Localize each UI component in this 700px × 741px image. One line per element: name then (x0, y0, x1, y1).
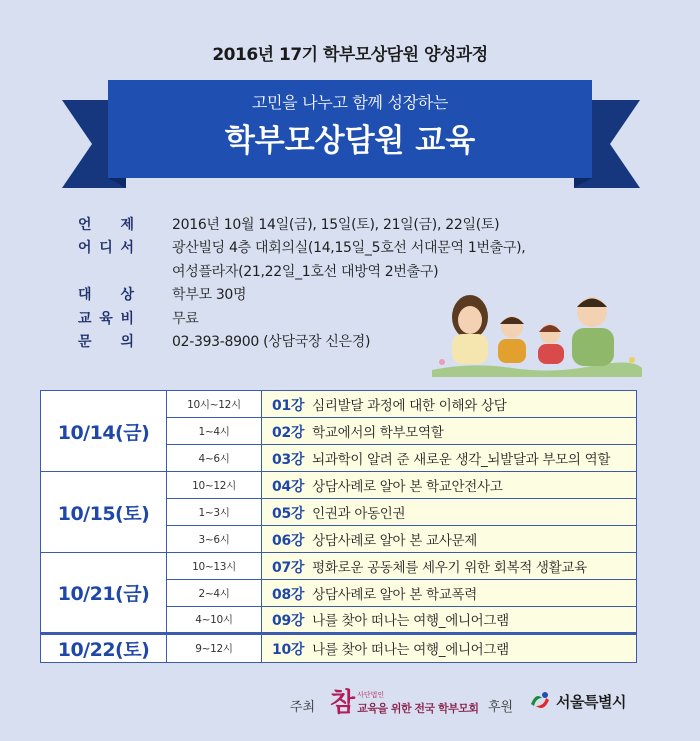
lecture-topic: 학교에서의 학부모역할 (312, 424, 444, 441)
session-topic-cell (262, 499, 637, 526)
lecture-topic: 나를 찾아 떠나는 여행_에니어그램 (312, 613, 509, 629)
lecture-topic: 상담사례로 알아 본 학교안전사고 (312, 478, 503, 495)
info-value: 무료 (172, 310, 199, 327)
sponsor-name: 서울특별시 (556, 692, 626, 711)
info-label-char: 육 (99, 310, 113, 327)
lecture-topic: 심리발달 과정에 대한 이해와 상담 (312, 397, 507, 414)
session-time: 4~6시 (167, 445, 262, 472)
info-row (78, 259, 525, 283)
info-label-char: 어 (78, 240, 92, 257)
session-topic-cell (262, 526, 637, 553)
session-time: 4~10시 (167, 607, 262, 634)
session-time: 10~12시 (167, 472, 262, 499)
schedule-row (41, 391, 637, 418)
lecture-topic: 평화로운 공동체를 세우기 위한 회복적 생활교육 (312, 559, 587, 576)
lecture-number: 03강 (272, 451, 305, 468)
schedule-date: 10/15(토) (41, 472, 167, 553)
schedule-row (41, 634, 637, 663)
schedule-date: 10/14(금) (41, 391, 167, 472)
host-name: 교육을 위한 전국 학부모회 (357, 702, 479, 715)
session-time: 10~13시 (167, 553, 262, 580)
session-time: 1~4시 (167, 418, 262, 445)
info-value: 여성플라자(21,22일_1호선 대방역 2번출구) (172, 263, 439, 280)
info-label (78, 308, 172, 328)
info-row (78, 236, 525, 260)
ribbon-subtitle: 고민을 나누고 함께 성장하는 (251, 93, 449, 112)
lecture-topic: 인권과 아동인권 (312, 505, 406, 522)
schedule-row (41, 472, 637, 499)
lecture-number: 08강 (272, 586, 305, 603)
info-label-char: 제 (120, 216, 134, 233)
info-label (78, 214, 172, 234)
info-value: 02-393-8900 (상담국장 신은경) (172, 334, 371, 351)
session-topic-cell (262, 418, 637, 445)
lecture-number: 09강 (272, 613, 305, 629)
info-value: 2016년 10월 14일(금), 15일(토), 21일(금), 22일(토) (172, 216, 500, 233)
session-topic-cell (262, 580, 637, 607)
session-topic-cell (262, 391, 637, 418)
info-label (78, 331, 172, 351)
lecture-topic: 상담사례로 알아 본 학교폭력 (312, 586, 477, 603)
top-title: 2016년 17기 학부모상담원 양성과정 (212, 45, 488, 65)
session-time: 9~12시 (167, 634, 262, 663)
info-label-char: 디 (99, 240, 113, 257)
session-time: 10시~12시 (167, 391, 262, 418)
info-label-char: 상 (120, 287, 134, 304)
host-label: 주최 (290, 700, 316, 715)
info-value: 학부모 30명 (172, 287, 247, 304)
lecture-topic: 상담사례로 알아 본 교사문제 (312, 532, 477, 549)
schedule-date: 10/21(금) (41, 553, 167, 634)
host-logo-mark: 참 (330, 688, 356, 718)
session-time: 3~6시 (167, 526, 262, 553)
ribbon-title: 학부모상담원 교육 (224, 123, 476, 159)
lecture-number: 01강 (272, 397, 305, 414)
schedule-table (40, 390, 637, 663)
info-label-char: 비 (120, 310, 134, 327)
host-org-type: 사단법인 (357, 691, 385, 699)
seoul-emblem-icon (528, 690, 552, 712)
lecture-number: 02강 (272, 424, 305, 441)
session-time: 1~3시 (167, 499, 262, 526)
session-topic-cell (262, 634, 637, 663)
schedule-date: 10/22(토) (41, 634, 167, 663)
info-label-char: 서 (120, 240, 134, 257)
info-row (78, 212, 525, 236)
lecture-topic: 뇌과학이 알려 준 새로운 생각_뇌발달과 부모의 역할 (312, 451, 611, 468)
info-label-char: 대 (78, 287, 92, 304)
info-label (78, 237, 172, 257)
lecture-number: 07강 (272, 559, 305, 576)
info-label-char: 교 (78, 310, 92, 327)
session-topic-cell (262, 553, 637, 580)
lecture-number: 10강 (272, 642, 305, 658)
session-topic-cell (262, 607, 637, 634)
host-logo (330, 690, 479, 716)
info-value: 광산빌딩 4층 대회의실(14,15일_5호선 서대문역 1번출구), (172, 240, 526, 257)
info-label-char: 의 (120, 334, 134, 351)
session-topic-cell (262, 445, 637, 472)
info-label (78, 284, 172, 304)
sponsor-logo (528, 690, 626, 712)
schedule-row (41, 553, 637, 580)
lecture-number: 06강 (272, 532, 305, 549)
session-topic-cell (262, 472, 637, 499)
lecture-topic: 나를 찾아 떠나는 여행_에니어그램 (312, 642, 509, 658)
info-label-char: 문 (78, 334, 92, 351)
info-label-char: 언 (78, 216, 92, 233)
session-time: 2~4시 (167, 580, 262, 607)
lecture-number: 04강 (272, 478, 305, 495)
sponsor-label: 후원 (488, 700, 514, 715)
family-illustration (432, 282, 642, 377)
footer (0, 690, 700, 720)
lecture-number: 05강 (272, 505, 305, 522)
